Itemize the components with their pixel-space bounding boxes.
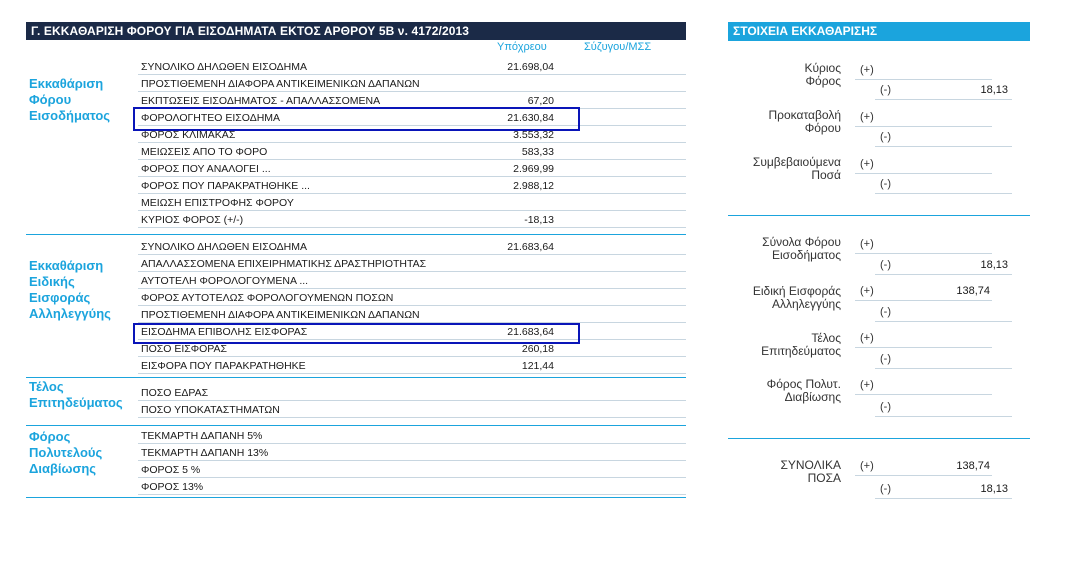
summary-row-divider xyxy=(855,394,992,395)
summary-label-line: Εισοδήματος xyxy=(772,248,841,262)
highlight-contribution-income xyxy=(133,323,580,344)
row-label: ΑΠΑΛΛΑΣΣΟΜΕΝΑ ΕΠΙΧΕΙΡΗΜΑΤΙΚΗΣ ΔΡΑΣΤΗΡΙΟΤΗΤΑΣ xyxy=(141,258,427,270)
row-label: ΜΕΙΩΣΕΙΣ ΑΠΟ ΤΟ ΦΟΡΟ xyxy=(141,146,268,158)
summary-row-divider xyxy=(875,99,1012,100)
summary-label xyxy=(728,62,841,88)
minus-sign: (-) xyxy=(880,401,891,413)
table-row xyxy=(138,289,686,306)
table-row xyxy=(138,427,686,444)
row-label: ΜΕΙΩΣΗ ΕΠΙΣΤΡΟΦΗΣ ΦΟΡΟΥ xyxy=(141,197,294,209)
row-value: 583,33 xyxy=(521,146,554,158)
section-title-line: Εκκαθάριση xyxy=(29,258,104,273)
row-label: ΕΙΣΦΟΡΑ ΠΟΥ ΠΑΡΑΚΡΑΤΗΘΗΚΕ xyxy=(141,360,306,372)
summary-label-line: Συμβεβαιούμενα xyxy=(752,155,841,169)
summary-row-divider xyxy=(855,253,992,254)
row-value: 67,20 xyxy=(527,95,554,107)
table-row xyxy=(138,255,686,272)
minus-sign: (-) xyxy=(880,353,891,365)
plus-sign: (+) xyxy=(860,332,874,344)
column-header-obligor: Υπόχρεου xyxy=(497,41,547,53)
section-title-line: Ειδικής xyxy=(29,274,75,289)
table-row xyxy=(138,384,686,401)
table-row xyxy=(138,461,686,478)
section-divider xyxy=(26,425,686,426)
summary-label-line: Τέλος xyxy=(811,331,841,345)
table-row xyxy=(138,58,686,75)
row-label: ΦΟΡΟΣ 5 % xyxy=(141,464,201,476)
table-row xyxy=(138,194,686,211)
row-label: ΠΡΟΣΤΙΘΕΜΕΝΗ ΔΙΑΦΟΡΑ ΑΝΤΙΚΕΙΜΕΝΙΚΩΝ ΔΑΠΑΝΩΝ xyxy=(141,78,420,90)
section-title-line: Διαβίωσης xyxy=(29,461,97,476)
section-title xyxy=(29,429,102,477)
section-title-line: Εισοδήματος xyxy=(29,108,111,123)
summary-minus-value: 18,13 xyxy=(980,483,1008,495)
minus-sign: (-) xyxy=(880,306,891,318)
table-row xyxy=(138,444,686,461)
minus-sign: (-) xyxy=(880,483,891,495)
summary-label-line: Αλληλεγγύης xyxy=(771,297,841,311)
row-label: ΤΕΚΜΑΡΤΗ ΔΑΠΑΝΗ 13% xyxy=(141,447,269,459)
summary-label-line: Προκαταβολή xyxy=(768,108,841,122)
row-value: 3.553,32 xyxy=(513,129,554,141)
row-label: ΦΟΡΟΛΟΓΗΤΕΟ ΕΙΣΟΔΗΜΑ xyxy=(141,112,281,124)
row-value: 2.969,99 xyxy=(513,163,554,175)
row-value: 21.698,04 xyxy=(507,61,554,73)
liquidation-header: Γ. ΕΚΚΑΘΑΡΙΣΗ ΦΟΡΟΥ ΓΙΑ ΕΙΣΟΔΗΜΑΤΑ ΕΚΤΟΣ ΑΡΘΡΟΥ 5Β ν. 4172/2013 xyxy=(26,22,686,40)
summary-section-divider xyxy=(728,215,1030,216)
summary-header: ΣΤΟΙΧΕΙΑ ΕΚΚΑΘΑΡΙΣΗΣ xyxy=(728,22,1030,41)
summary-row-divider xyxy=(875,321,1012,322)
summary-label xyxy=(728,156,841,182)
summary-label xyxy=(728,459,841,485)
column-header-spouse: Σύζυγου/ΜΣΣ xyxy=(584,41,652,53)
row-label: ΣΥΝΟΛΙΚΟ ΔΗΛΩΘΕΝ ΕΙΣΟΔΗΜΑ xyxy=(141,241,308,253)
row-value: 21.683,64 xyxy=(507,241,554,253)
section-title-line: Τέλος xyxy=(29,379,64,394)
row-label: ΤΕΚΜΑΡΤΗ ΔΑΠΑΝΗ 5% xyxy=(141,430,263,442)
section-title-line: Φόρου xyxy=(29,92,72,107)
section-divider xyxy=(26,377,686,378)
summary-label xyxy=(728,378,841,404)
summary-row-divider xyxy=(855,300,992,301)
table-row xyxy=(138,238,686,255)
row-label: ΑΥΤΟΤΕΛΗ ΦΟΡΟΛΟΓΟΥΜΕΝΑ ... xyxy=(141,275,309,287)
summary-label-line: Επιτηδεύματος xyxy=(761,344,841,358)
highlight-taxable-income xyxy=(133,107,580,131)
summary-label-line: Σύνολα Φόρου xyxy=(762,235,841,249)
row-value: 260,18 xyxy=(521,343,554,355)
minus-sign: (-) xyxy=(880,178,891,190)
table-row xyxy=(138,478,686,495)
summary-row-divider xyxy=(855,79,992,80)
summary-row-divider xyxy=(875,193,1012,194)
summary-row-divider xyxy=(875,368,1012,369)
row-value: -18,13 xyxy=(524,214,554,226)
summary-row-divider xyxy=(875,416,1012,417)
row-label: ΦΟΡΟΣ 13% xyxy=(141,481,204,493)
summary-plus-value: 138,74 xyxy=(956,460,990,472)
summary-label xyxy=(728,332,841,358)
section-title-line: Πολυτελούς xyxy=(29,445,103,460)
summary-label xyxy=(728,109,841,135)
plus-sign: (+) xyxy=(860,158,874,170)
section-title-line: Φόρος xyxy=(29,429,71,444)
row-label: ΣΥΝΟΛΙΚΟ ΔΗΛΩΘΕΝ ΕΙΣΟΔΗΜΑ xyxy=(141,61,308,73)
summary-row-divider xyxy=(855,475,992,476)
row-label: ΠΟΣΟ ΕΔΡΑΣ xyxy=(141,387,209,399)
section-title-line: Αλληλεγγύης xyxy=(29,306,111,321)
summary-row-divider xyxy=(855,173,992,174)
summary-label-line: Ποσά xyxy=(811,168,841,182)
row-label: ΠΟΣΟ ΥΠΟΚΑΤΑΣΤΗΜΑΤΩΝ xyxy=(141,404,280,416)
summary-minus-value: 18,13 xyxy=(980,84,1008,96)
minus-sign: (-) xyxy=(880,131,891,143)
row-label: ΦΟΡΟΣ ΠΟΥ ΑΝΑΛΟΓΕΙ ... xyxy=(141,163,271,175)
table-row xyxy=(138,357,686,374)
section-title-line: Εκκαθάριση xyxy=(29,76,104,91)
table-row xyxy=(138,272,686,289)
summary-section-divider xyxy=(728,438,1030,439)
summary-row-divider xyxy=(875,498,1012,499)
summary-label-line: Φόρος Πολυτ. xyxy=(766,377,841,391)
summary-plus-value: 138,74 xyxy=(956,285,990,297)
section-title xyxy=(29,379,123,411)
summary-row-divider xyxy=(855,126,992,127)
section-divider xyxy=(26,234,686,235)
row-value: 2.988,12 xyxy=(513,180,554,192)
plus-sign: (+) xyxy=(860,111,874,123)
table-row xyxy=(138,177,686,194)
row-label: ΦΟΡΟΣ ΠΟΥ ΠΑΡΑΚΡΑΤΗΘΗΚΕ ... xyxy=(141,180,310,192)
table-row xyxy=(138,306,686,323)
summary-row-divider xyxy=(875,146,1012,147)
minus-sign: (-) xyxy=(880,84,891,96)
row-value: 21.683,64 xyxy=(507,326,554,338)
section-title-line: Εισφοράς xyxy=(29,290,91,305)
row-label: ΕΙΣΟΔΗΜΑ ΕΠΙΒΟΛΗΣ ΕΙΣΦΟΡΑΣ xyxy=(141,326,308,338)
plus-sign: (+) xyxy=(860,285,874,297)
section-title-line: Επιτηδεύματος xyxy=(29,395,123,410)
plus-sign: (+) xyxy=(860,379,874,391)
row-label: ΦΟΡΟΣ ΚΛΙΜΑΚΑΣ xyxy=(141,129,236,141)
section-title xyxy=(29,76,110,124)
summary-label-line: Φόρου xyxy=(804,121,841,135)
table-row xyxy=(138,160,686,177)
row-label: ΦΟΡΟΣ ΑΥΤΟΤΕΛΩΣ ΦΟΡΟΛΟΓΟΥΜΕΝΩΝ ΠΟΣΩΝ xyxy=(141,292,394,304)
row-label: ΠΟΣΟ ΕΙΣΦΟΡΑΣ xyxy=(141,343,227,355)
table-row xyxy=(138,75,686,92)
section-title xyxy=(29,258,111,322)
summary-label-line: Κύριος xyxy=(804,61,841,75)
row-value: 121,44 xyxy=(521,360,554,372)
row-value: 21.630,84 xyxy=(507,112,554,124)
table-row xyxy=(138,143,686,160)
summary-minus-value: 18,13 xyxy=(980,259,1008,271)
plus-sign: (+) xyxy=(860,460,874,472)
table-row xyxy=(138,211,686,228)
table-bottom-divider xyxy=(26,497,686,498)
plus-sign: (+) xyxy=(860,238,874,250)
row-label: ΕΚΠΤΩΣΕΙΣ ΕΙΣΟΔΗΜΑΤΟΣ - ΑΠΑΛΛΑΣΣΟΜΕΝΑ xyxy=(141,95,381,107)
summary-row-divider xyxy=(855,347,992,348)
summary-row-divider xyxy=(875,274,1012,275)
summary-label-line: ΣΥΝΟΛΙΚΑ xyxy=(780,458,841,472)
summary-label-line: Φόρος xyxy=(805,74,841,88)
summary-label-line: Ειδική Εισφοράς xyxy=(752,284,841,298)
summary-label-line: ΠΟΣΑ xyxy=(807,471,841,485)
row-label: ΠΡΟΣΤΙΘΕΜΕΝΗ ΔΙΑΦΟΡΑ ΑΝΤΙΚΕΙΜΕΝΙΚΩΝ ΔΑΠΑΝΩΝ xyxy=(141,309,420,321)
minus-sign: (-) xyxy=(880,259,891,271)
plus-sign: (+) xyxy=(860,64,874,76)
row-label: ΚΥΡΙΟΣ ΦΟΡΟΣ (+/-) xyxy=(141,214,244,226)
summary-label xyxy=(728,285,841,311)
table-row xyxy=(138,401,686,418)
summary-label-line: Διαβίωσης xyxy=(784,390,841,404)
summary-label xyxy=(728,236,841,262)
